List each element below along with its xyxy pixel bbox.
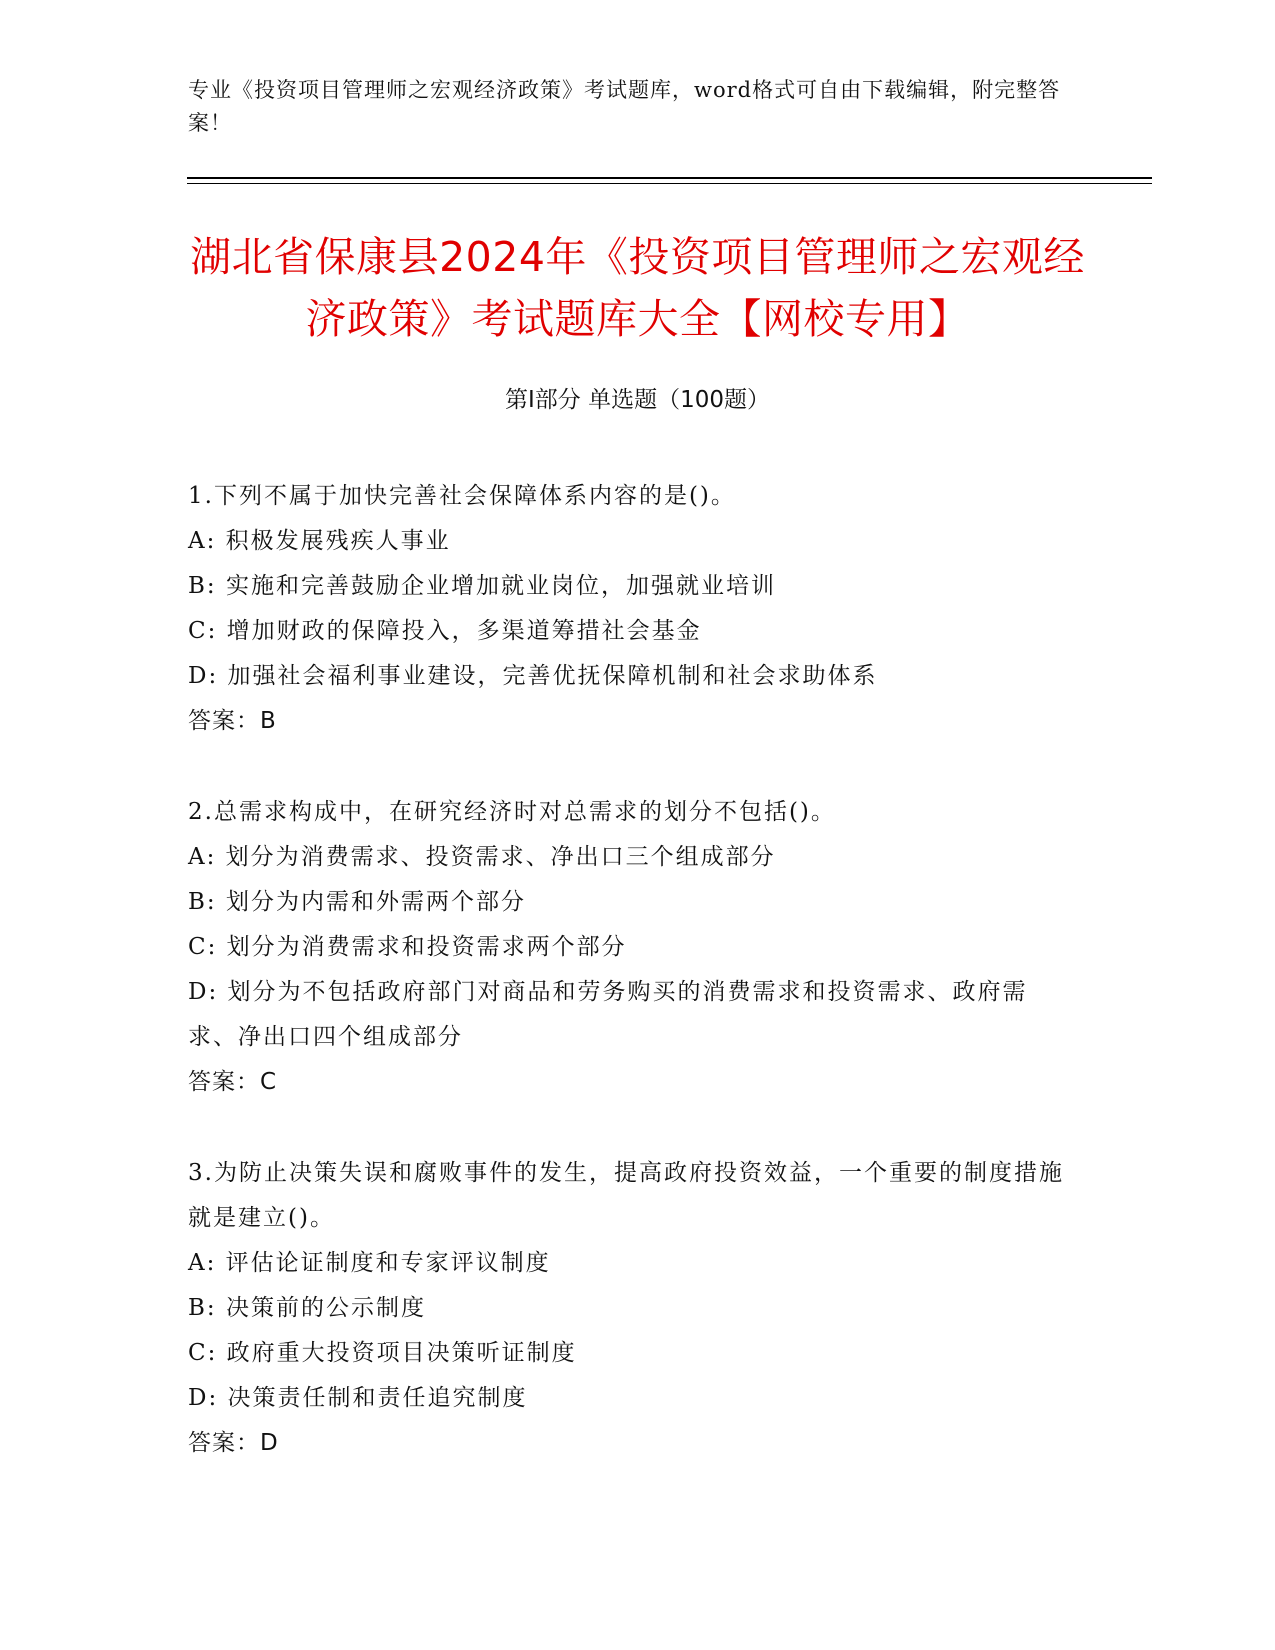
option-c: C: 增加财政的保障投入，多渠道筹措社会基金: [188, 618, 702, 644]
question-stem: 2.总需求构成中，在研究经济时对总需求的划分不包括()。: [188, 799, 836, 825]
document-title: 湖北省保康县2024年《投资项目管理师之宏观经济政策》考试题库大全【网校专用】: [190, 233, 1085, 343]
question-item: [188, 1151, 1068, 1466]
option-a: A: 划分为消费需求、投资需求、净出口三个组成部分: [188, 844, 776, 870]
question-list: [188, 474, 1068, 1512]
option-d: D: 划分为不包括政府部门对商品和劳务购买的消费需求和投资需求、政府需求、净出口四个组成部分: [188, 979, 1028, 1050]
header-rule-thin: [187, 183, 1152, 184]
question-item: [188, 790, 1068, 1105]
answer-label: 答案：C: [188, 1069, 278, 1095]
header-note: 专业《投资项目管理师之宏观经济政策》考试题库，word格式可自由下载编辑，附完整答案！: [188, 78, 1061, 135]
question-stem: 3.为防止决策失误和腐败事件的发生，提高政府投资效益，一个重要的制度措施就是建立()。: [188, 1160, 1064, 1231]
answer-label: 答案：B: [188, 708, 277, 734]
option-d: D: 加强社会福利事业建设，完善优抚保障机制和社会求助体系: [188, 663, 878, 689]
header-rule-thick: [187, 177, 1152, 179]
option-b: B: 决策前的公示制度: [188, 1295, 426, 1321]
answer-label: 答案：D: [188, 1430, 279, 1456]
option-a: A: 评估论证制度和专家评议制度: [188, 1250, 551, 1276]
option-b: B: 实施和完善鼓励企业增加就业岗位，加强就业培训: [188, 573, 776, 599]
option-a: A: 积极发展残疾人事业: [188, 528, 451, 554]
section-heading: 第I部分 单选题（100题）: [505, 387, 770, 413]
option-d: D: 决策责任制和责任追究制度: [188, 1385, 528, 1411]
question-item: [188, 474, 1068, 744]
option-b: B: 划分为内需和外需两个部分: [188, 889, 526, 915]
option-c: C: 政府重大投资项目决策听证制度: [188, 1340, 577, 1366]
question-stem: 1.下列不属于加快完善社会保障体系内容的是()。: [188, 483, 736, 509]
option-c: C: 划分为消费需求和投资需求两个部分: [188, 934, 627, 960]
